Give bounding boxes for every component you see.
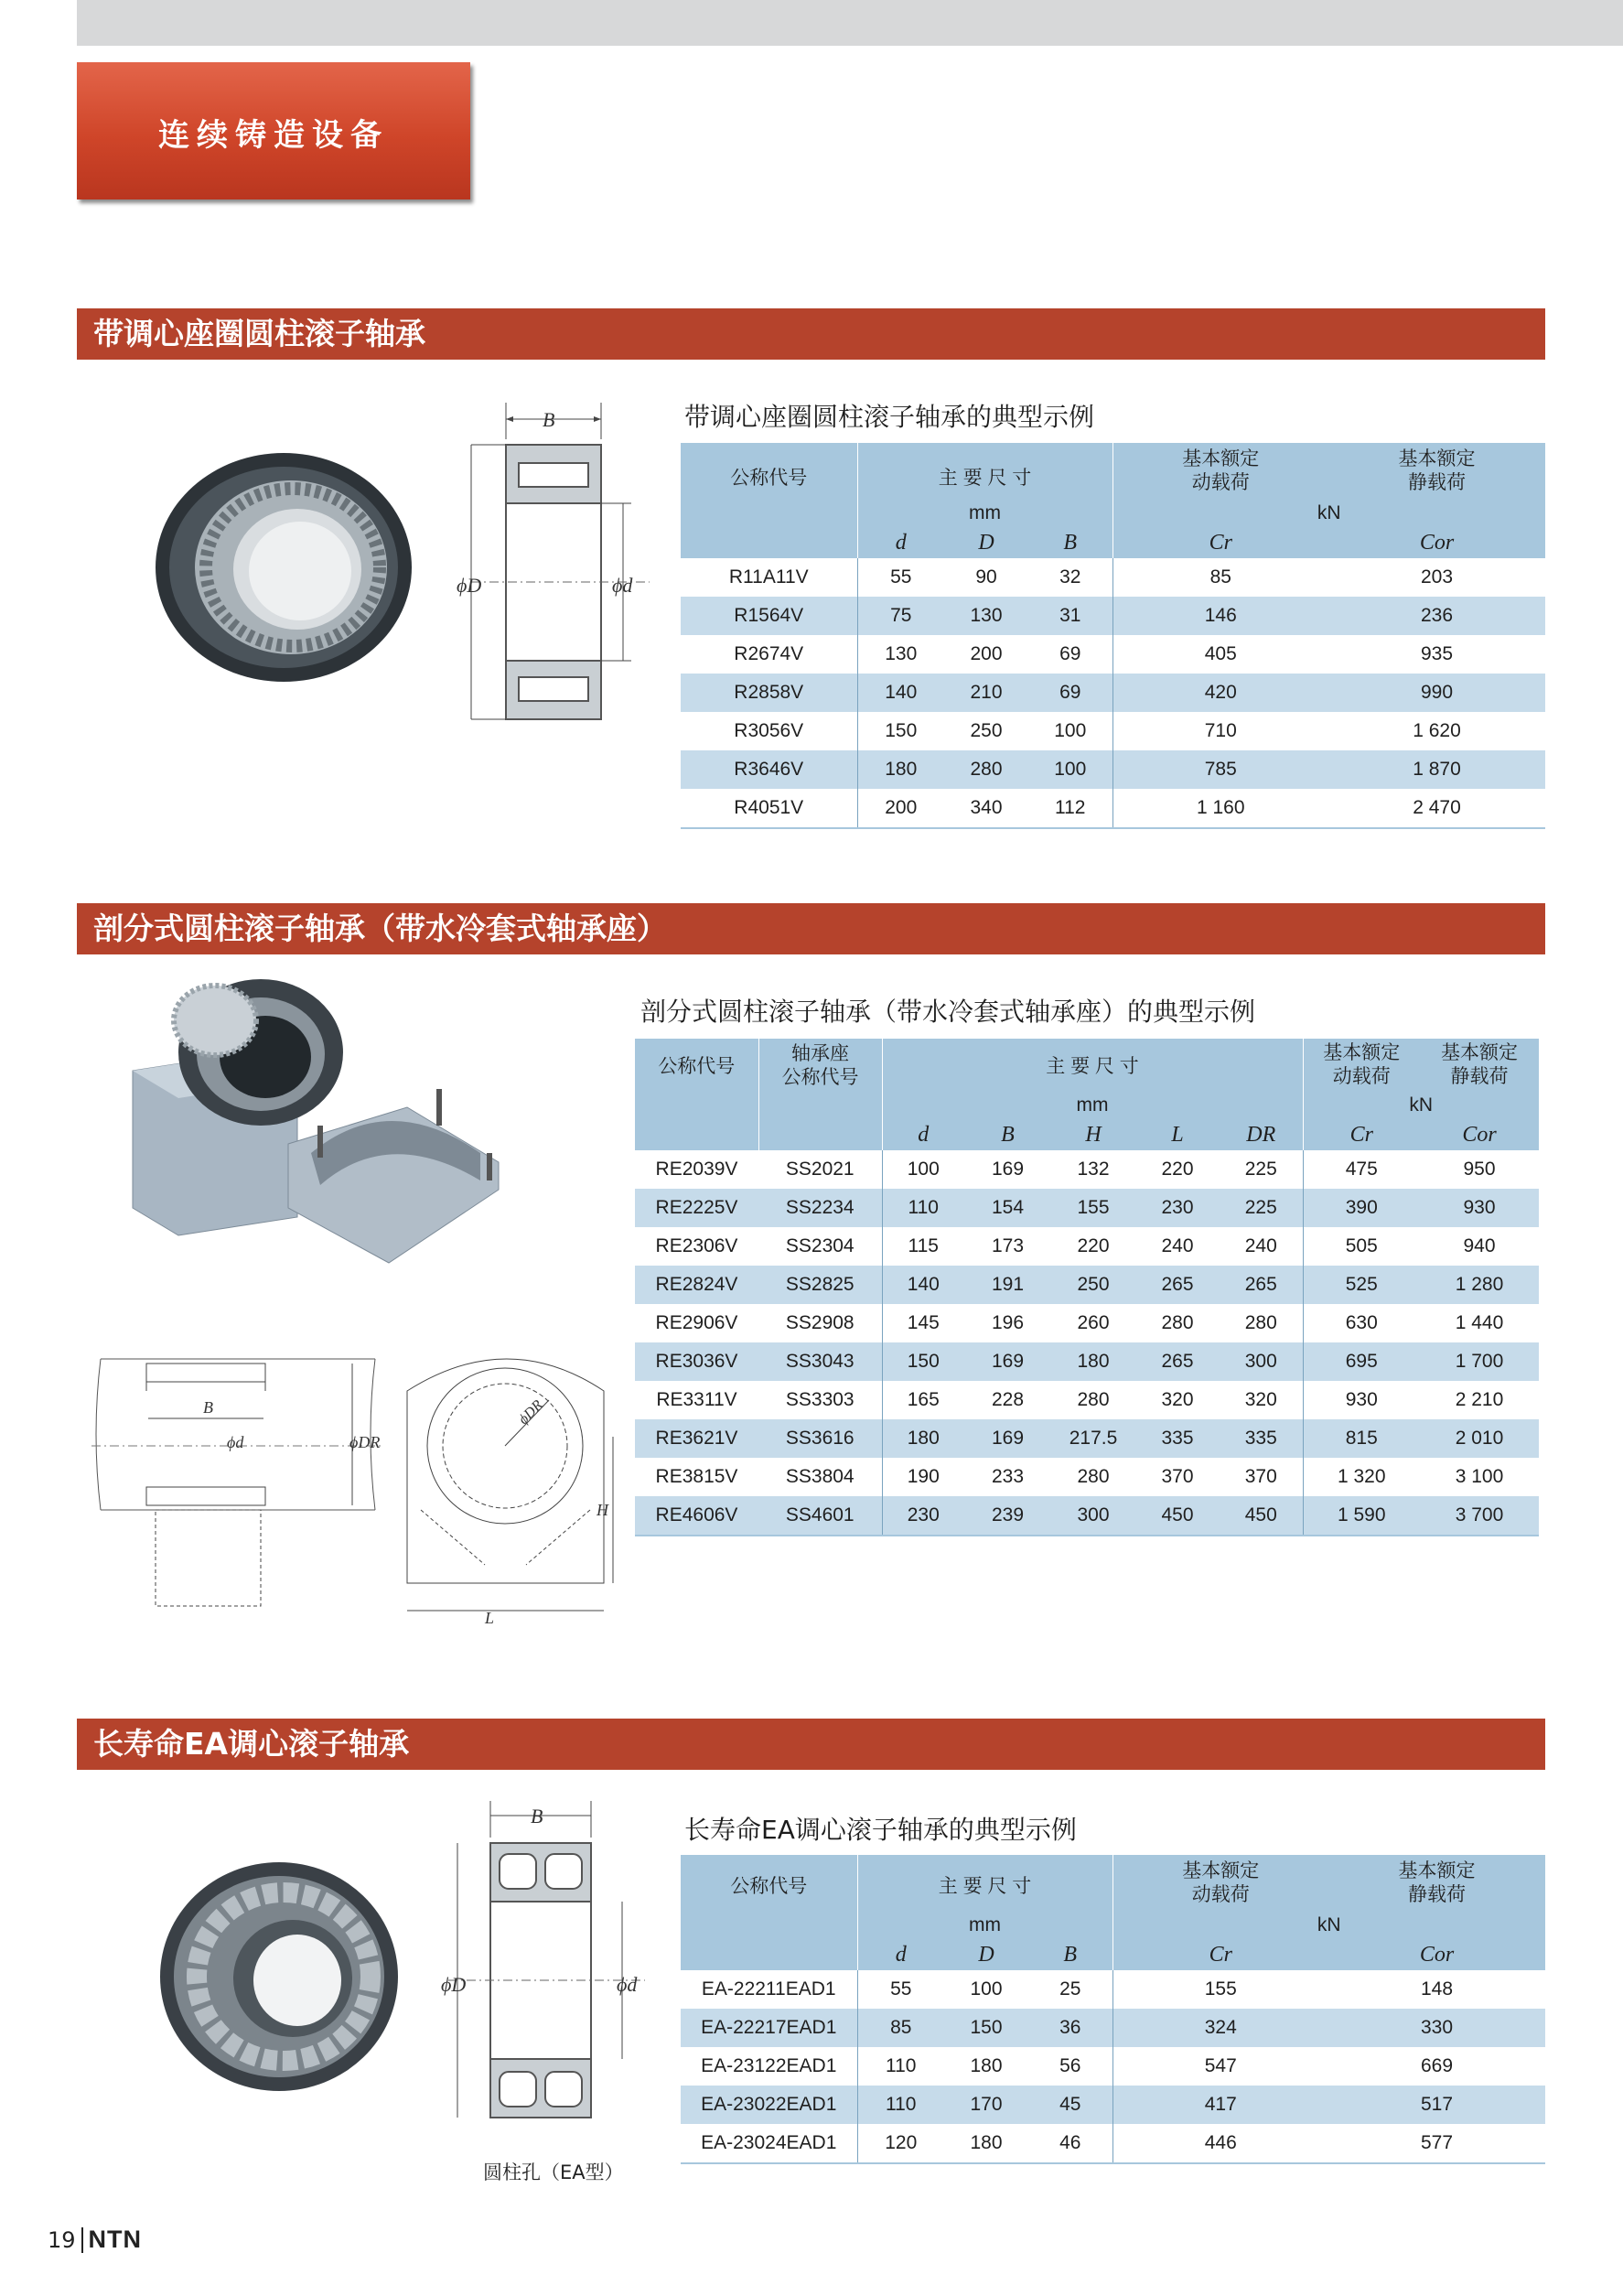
table-row <box>635 1227 1539 1266</box>
section3-table-title: 长寿命EA调心滚子轴承的典型示例 <box>684 1815 1077 1845</box>
sym-DR: DR <box>1220 1119 1303 1150</box>
table-cell: 154 <box>964 1189 1051 1227</box>
table-cell: 335 <box>1135 1419 1220 1458</box>
section2-table-title: 剖分式圆柱滚子轴承（带水冷套式轴承座）的典型示例 <box>640 997 1256 1027</box>
page-number: 19 <box>48 2227 83 2253</box>
col-dims: 主 要 尺 寸 <box>882 1039 1303 1092</box>
section1-table-title: 带调心座圈圆柱滚子轴承的典型示例 <box>684 402 1095 432</box>
table-row <box>681 674 1545 712</box>
unit-kn: kN <box>1112 500 1545 527</box>
table-cell: 300 <box>1051 1496 1135 1536</box>
table-cell: RE2306V <box>655 1235 738 1256</box>
table-cell: RE3815V <box>655 1466 738 1487</box>
table-cell: 630 <box>1345 1312 1378 1333</box>
table-cell: 695 <box>1303 1342 1420 1381</box>
table-cell: 220 <box>1161 1159 1194 1180</box>
table-cell: 155 <box>1204 1978 1237 2000</box>
table-cell: 132 <box>1077 1159 1110 1180</box>
table-cell: 55 <box>890 566 912 587</box>
table-cell: 180 <box>882 1419 964 1458</box>
table-cell: 148 <box>1420 1978 1454 2000</box>
table-cell: 2 470 <box>1328 789 1545 828</box>
table-cell: 169 <box>964 1342 1051 1381</box>
table-cell: 475 <box>1345 1159 1378 1180</box>
table-cell: 1 590 <box>1303 1496 1420 1536</box>
table-cell: EA-23122EAD1 <box>681 2047 857 2086</box>
section2-assembly-drawing <box>91 1336 384 1629</box>
table-cell: SS2021 <box>758 1150 882 1189</box>
col-code: 公称代号 <box>635 1039 758 1092</box>
table-cell: 940 <box>1463 1235 1496 1256</box>
table-row <box>681 2009 1545 2047</box>
table-cell: 190 <box>907 1466 940 1487</box>
table-cell: 340 <box>944 789 1028 828</box>
section3-bearing-photo <box>156 1858 403 2096</box>
table-row <box>635 1458 1539 1496</box>
table-cell: 56 <box>1028 2047 1112 2086</box>
table-cell: 45 <box>1028 2086 1112 2124</box>
table-row <box>681 635 1545 674</box>
table-cell: 25 <box>1028 1970 1112 2009</box>
table-cell: 170 <box>944 2086 1028 2124</box>
table-cell: 200 <box>970 643 1003 664</box>
table-cell: 3 700 <box>1420 1496 1539 1536</box>
sym-Cor: Cor <box>1328 1939 1545 1970</box>
sym-Cr: Cr <box>1303 1119 1420 1150</box>
table-cell: 85 <box>857 2009 944 2047</box>
table-cell: 930 <box>1420 1189 1539 1227</box>
sym-d: d <box>857 1939 944 1970</box>
table-cell: 280 <box>1220 1304 1303 1342</box>
table-cell: 240 <box>1161 1235 1194 1256</box>
table-cell: 815 <box>1303 1419 1420 1458</box>
sym-H: H <box>1051 1119 1135 1150</box>
table-cell: 110 <box>886 2055 917 2076</box>
table-cell: 225 <box>1220 1150 1303 1189</box>
table-cell: 517 <box>1328 2086 1545 2124</box>
table-cell: 370 <box>1161 1466 1194 1487</box>
table-cell: SS3616 <box>758 1419 882 1458</box>
sym-Cor: Cor <box>1328 527 1545 558</box>
table-cell: 935 <box>1420 643 1454 664</box>
table-cell: 280 <box>1077 1389 1110 1410</box>
table-cell: 210 <box>944 674 1028 712</box>
table-cell: 236 <box>1328 597 1545 635</box>
table-cell: 1 440 <box>1455 1312 1504 1333</box>
col-dims: 主 要 尺 寸 <box>857 1855 1112 1912</box>
table-row <box>681 2047 1545 2086</box>
table-cell: SS2908 <box>758 1304 882 1342</box>
table-cell: 240 <box>1220 1227 1303 1266</box>
table-cell: 2 210 <box>1455 1389 1504 1410</box>
section2-housing-photo <box>114 970 517 1281</box>
table-cell: SS2825 <box>758 1266 882 1304</box>
table-cell: 669 <box>1420 2055 1454 2076</box>
table-cell: 100 <box>1028 712 1112 750</box>
table-cell: 2 010 <box>1420 1419 1539 1458</box>
table-cell: EA-23022EAD1 <box>681 2086 857 2124</box>
table-cell: RE4606V <box>635 1496 758 1536</box>
table-row <box>681 597 1545 635</box>
table-cell: 196 <box>991 1312 1025 1333</box>
top-gray-band <box>77 0 1623 46</box>
sym-d: d <box>857 527 944 558</box>
unit-mm: mm <box>857 500 1112 527</box>
col-static-load: 基本额定 静载荷 <box>1328 443 1545 500</box>
table-row <box>635 1150 1539 1189</box>
table-cell: 320 <box>1220 1381 1303 1419</box>
table-cell: 265 <box>1135 1342 1220 1381</box>
section2-label-H: H <box>597 1501 608 1519</box>
table-cell: 145 <box>907 1312 940 1333</box>
table-cell: RE2039V <box>655 1159 738 1180</box>
table-cell: 75 <box>857 597 944 635</box>
table-cell: R2674V <box>681 635 857 674</box>
section2-spec-table <box>635 1039 1539 1536</box>
col-static-load: 基本额定 静载荷 <box>1328 1855 1545 1912</box>
sym-B: B <box>1028 1939 1112 1970</box>
table-cell: RE2225V <box>635 1189 758 1227</box>
table-cell: EA-22217EAD1 <box>681 2009 857 2047</box>
sym-Cor: Cor <box>1420 1119 1539 1150</box>
table-cell: 577 <box>1328 2124 1545 2163</box>
col-dynamic-load: 基本额定 动载荷 <box>1112 1855 1328 1912</box>
section3-spec-table <box>681 1855 1545 2164</box>
table-cell: 420 <box>1112 674 1328 712</box>
table-cell: 217.5 <box>1051 1419 1135 1458</box>
table-row <box>681 750 1545 789</box>
table-cell: 165 <box>907 1389 940 1410</box>
table-cell: 1 870 <box>1328 750 1545 789</box>
table-cell: 169 <box>964 1419 1051 1458</box>
table-cell: 90 <box>975 566 997 587</box>
table-cell: 1 700 <box>1420 1342 1539 1381</box>
sym-L: L <box>1135 1119 1220 1150</box>
table-cell: 32 <box>1028 558 1112 597</box>
table-cell: 260 <box>1077 1312 1110 1333</box>
table-cell: SS4601 <box>758 1496 882 1536</box>
table-cell: 203 <box>1420 566 1454 587</box>
table-row <box>635 1342 1539 1381</box>
table-cell: 417 <box>1112 2086 1328 2124</box>
table-cell: 230 <box>882 1496 964 1536</box>
sym-D: D <box>944 1939 1028 1970</box>
table-cell: 525 <box>1303 1266 1420 1304</box>
table-row <box>681 712 1545 750</box>
table-cell: 280 <box>1161 1312 1194 1333</box>
table-cell: R3056V <box>681 712 857 750</box>
table-cell: 100 <box>907 1159 940 1180</box>
table-cell: EA-22211EAD1 <box>681 1970 857 2009</box>
section2-label-L: L <box>485 1609 495 1627</box>
table-cell: 150 <box>885 720 918 741</box>
table-cell: 130 <box>885 643 918 664</box>
table-cell: 228 <box>991 1389 1025 1410</box>
table-cell: 505 <box>1345 1235 1378 1256</box>
table-cell: 450 <box>1135 1496 1220 1536</box>
table-cell: 405 <box>1204 643 1237 664</box>
col-code: 公称代号 <box>681 1855 857 1912</box>
col-code: 公称代号 <box>681 443 857 500</box>
table-cell: 69 <box>1028 635 1112 674</box>
section3-cross-section-drawing <box>439 1801 650 2149</box>
table-cell: 300 <box>1220 1342 1303 1381</box>
section2-label-DR: ϕDR <box>349 1433 381 1451</box>
table-cell: 390 <box>1303 1189 1420 1227</box>
table-cell: 173 <box>991 1235 1025 1256</box>
table-cell: 250 <box>970 720 1003 741</box>
section1-spec-table <box>681 443 1545 829</box>
table-cell: 450 <box>1220 1496 1303 1536</box>
table-cell: RE2906V <box>655 1312 738 1333</box>
section3-heading: 长寿命EA调心滚子轴承 <box>77 1719 1545 1770</box>
table-cell: 446 <box>1112 2124 1328 2163</box>
table-cell: RE3621V <box>635 1419 758 1458</box>
col-dynamic-load: 基本额定 动载荷 <box>1303 1039 1420 1092</box>
table-cell: 3 100 <box>1455 1466 1504 1487</box>
section2-label-DR-circle: ϕDR <box>515 1396 546 1428</box>
sym-d: d <box>882 1119 964 1150</box>
table-cell: 950 <box>1463 1159 1496 1180</box>
table-cell: 110 <box>857 2086 944 2124</box>
table-cell: 180 <box>1051 1342 1135 1381</box>
table-row <box>635 1381 1539 1419</box>
table-cell: 225 <box>1220 1189 1303 1227</box>
table-cell: R4051V <box>681 789 857 828</box>
table-cell: 130 <box>944 597 1028 635</box>
table-row <box>635 1189 1539 1227</box>
table-cell: SS3043 <box>758 1342 882 1381</box>
section2-housing-drawing <box>393 1345 622 1629</box>
table-cell: 1 320 <box>1337 1466 1386 1487</box>
table-row <box>635 1304 1539 1342</box>
table-cell: 250 <box>1051 1266 1135 1304</box>
table-cell: 100 <box>1028 750 1112 789</box>
sym-B: B <box>964 1119 1051 1150</box>
table-row <box>681 789 1545 828</box>
sym-B: B <box>1028 527 1112 558</box>
table-row <box>635 1266 1539 1304</box>
section1-heading: 带调心座圈圆柱滚子轴承 <box>77 308 1545 360</box>
table-cell: 155 <box>1051 1189 1135 1227</box>
sym-Cr: Cr <box>1112 527 1328 558</box>
section2-heading: 剖分式圆柱滚子轴承（带水冷套式轴承座） <box>77 903 1545 954</box>
table-cell: 112 <box>1028 789 1112 828</box>
col-static-load: 基本额定 静载荷 <box>1420 1039 1539 1092</box>
table-cell: 233 <box>991 1466 1025 1487</box>
table-cell: 85 <box>1209 566 1231 587</box>
table-cell: EA-23024EAD1 <box>681 2124 857 2163</box>
table-cell: 55 <box>890 1978 912 2000</box>
table-cell: 69 <box>1028 674 1112 712</box>
section3-label-B: B <box>531 1805 543 1827</box>
brand-logo: NTN <box>88 2226 143 2253</box>
table-cell: SS2234 <box>758 1189 882 1227</box>
table-cell: 169 <box>991 1159 1025 1180</box>
table-cell: 990 <box>1328 674 1545 712</box>
section3-caption: 圆柱孔（EA型） <box>483 2161 624 2183</box>
section1-label-d: ϕd <box>612 574 633 597</box>
table-cell: 140 <box>857 674 944 712</box>
table-cell: 36 <box>1028 2009 1112 2047</box>
table-cell: 280 <box>944 750 1028 789</box>
section1-cross-section-drawing <box>453 403 654 750</box>
table-cell: RE3311V <box>656 1389 737 1410</box>
table-cell: 146 <box>1112 597 1328 635</box>
table-cell: 31 <box>1028 597 1112 635</box>
table-cell: R11A11V <box>681 558 857 597</box>
table-cell: 265 <box>1135 1266 1220 1304</box>
table-cell: R1564V <box>681 597 857 635</box>
table-cell: 220 <box>1077 1235 1110 1256</box>
table-row <box>681 1970 1545 2009</box>
table-cell: 710 <box>1204 720 1237 741</box>
section3-label-D: ϕD <box>441 1973 467 1996</box>
table-cell: 46 <box>1028 2124 1112 2163</box>
table-cell: 180 <box>857 750 944 789</box>
unit-mm: mm <box>882 1092 1303 1119</box>
section2-label-d: ϕd <box>227 1433 244 1451</box>
table-cell: 100 <box>970 1978 1003 2000</box>
chapter-tab <box>77 62 470 199</box>
table-cell: 330 <box>1328 2009 1545 2047</box>
section1-label-B: B <box>543 408 555 431</box>
table-cell: 239 <box>964 1496 1051 1536</box>
chapter-title: 连续铸造设备 <box>158 117 389 154</box>
table-row <box>635 1496 1539 1536</box>
table-cell: 324 <box>1112 2009 1328 2047</box>
table-cell: 150 <box>944 2009 1028 2047</box>
table-cell: 1 280 <box>1420 1266 1539 1304</box>
table-cell: 180 <box>970 2055 1003 2076</box>
table-row <box>681 558 1545 597</box>
table-cell: 280 <box>1077 1466 1110 1487</box>
table-cell: R3646V <box>681 750 857 789</box>
table-row <box>681 2124 1545 2163</box>
section1-label-D: ϕD <box>457 574 482 597</box>
section1-bearing-photo <box>146 430 421 705</box>
col-dynamic-load: 基本额定 动载荷 <box>1112 443 1328 500</box>
table-cell: 335 <box>1220 1419 1303 1458</box>
sym-D: D <box>944 527 1028 558</box>
table-cell: 180 <box>944 2124 1028 2163</box>
table-cell: 191 <box>964 1266 1051 1304</box>
table-cell: 120 <box>857 2124 944 2163</box>
table-cell: 785 <box>1112 750 1328 789</box>
table-cell: 1 620 <box>1413 720 1461 741</box>
page-footer <box>48 2226 142 2254</box>
section3-label-d: ϕd <box>617 1973 638 1996</box>
table-cell: 150 <box>882 1342 964 1381</box>
table-cell: SS3804 <box>758 1458 882 1496</box>
table-cell: 140 <box>882 1266 964 1304</box>
section2-label-B: B <box>203 1398 213 1417</box>
sym-Cr: Cr <box>1112 1939 1328 1970</box>
table-cell: 230 <box>1135 1189 1220 1227</box>
table-cell: R2858V <box>681 674 857 712</box>
table-cell: RE2824V <box>635 1266 758 1304</box>
unit-kn: kN <box>1303 1092 1539 1119</box>
table-cell: 320 <box>1161 1389 1194 1410</box>
unit-mm: mm <box>857 1912 1112 1939</box>
table-cell: 547 <box>1204 2055 1237 2076</box>
table-cell: 110 <box>882 1189 964 1227</box>
table-cell: RE3036V <box>635 1342 758 1381</box>
table-cell: SS3303 <box>758 1381 882 1419</box>
table-cell: 265 <box>1220 1266 1303 1304</box>
table-row <box>681 2086 1545 2124</box>
table-cell: 200 <box>857 789 944 828</box>
table-cell: 370 <box>1220 1458 1303 1496</box>
table-cell: 115 <box>908 1235 939 1256</box>
col-housing-code: 轴承座 公称代号 <box>758 1039 882 1092</box>
table-cell: 930 <box>1345 1389 1378 1410</box>
unit-kn: kN <box>1112 1912 1545 1939</box>
table-cell: 1 160 <box>1112 789 1328 828</box>
col-dims: 主 要 尺 寸 <box>857 443 1112 500</box>
table-cell: SS2304 <box>758 1227 882 1266</box>
table-row <box>635 1419 1539 1458</box>
